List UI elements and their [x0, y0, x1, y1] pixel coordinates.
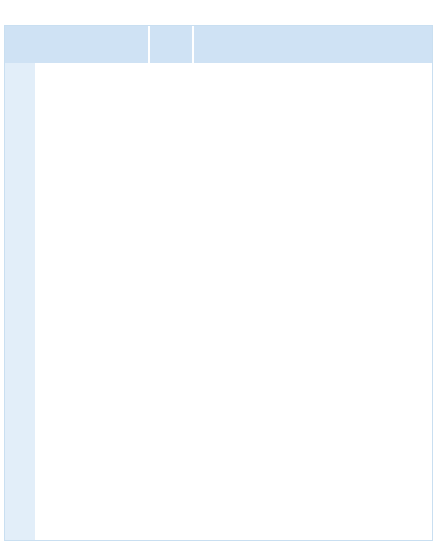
side-label-tcp-header: [5, 63, 35, 540]
tcp-header-table: [4, 25, 433, 541]
table-caption: [4, 3, 12, 18]
header-length: [148, 26, 192, 63]
header-meaning: [192, 26, 432, 63]
header-field-name: [35, 26, 148, 63]
